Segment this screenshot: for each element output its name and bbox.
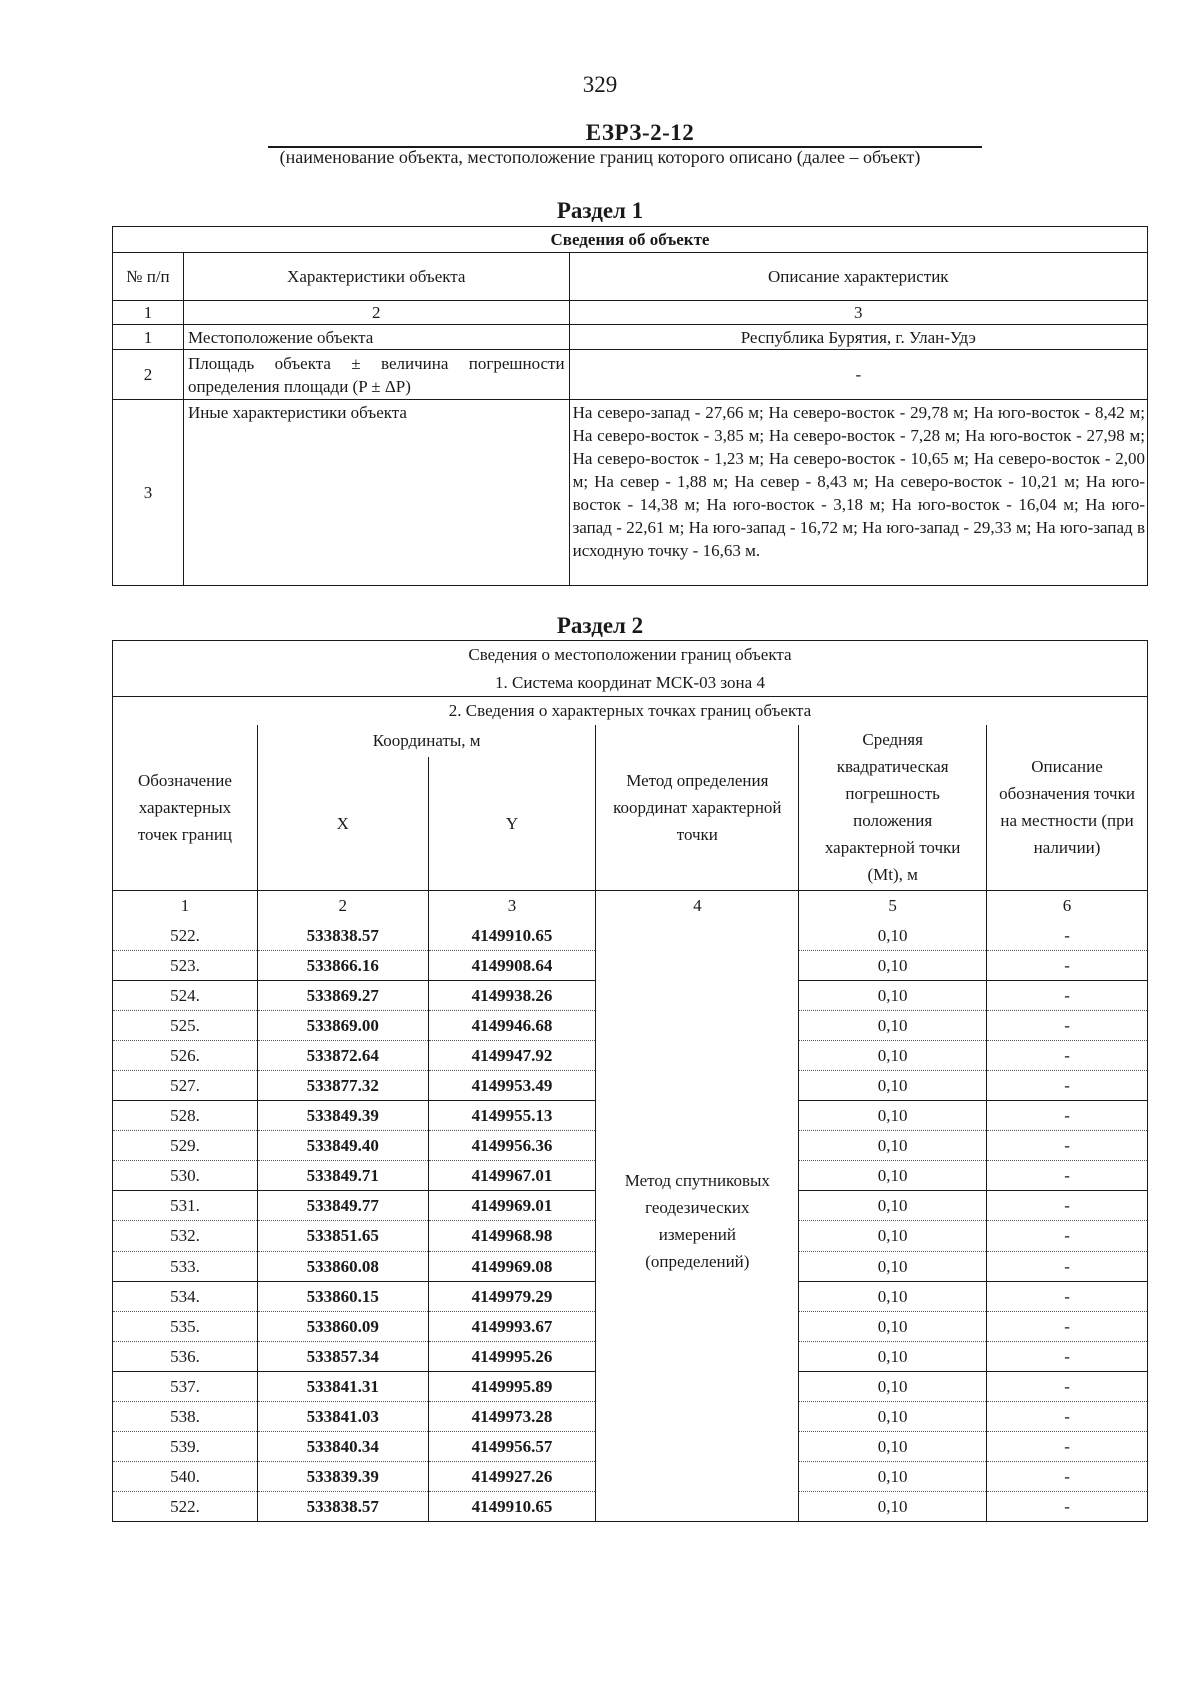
row-name: Местоположение объекта [183, 325, 569, 350]
point-y: 4149969.08 [428, 1251, 596, 1281]
point-description: - [987, 1191, 1148, 1221]
point-description: - [987, 1492, 1148, 1522]
point-id: 537. [113, 1371, 258, 1401]
row-name: Иные характеристики объекта [183, 400, 569, 586]
point-x: 533849.39 [257, 1101, 428, 1131]
point-accuracy: 0,10 [799, 1371, 987, 1401]
point-description: - [987, 1161, 1148, 1191]
point-description: - [987, 1131, 1148, 1161]
point-y: 4149910.65 [428, 1492, 596, 1522]
point-id: 532. [113, 1221, 258, 1251]
point-x: 533877.32 [257, 1070, 428, 1100]
point-x: 533860.15 [257, 1281, 428, 1311]
point-accuracy: 0,10 [799, 1161, 987, 1191]
point-id: 526. [113, 1040, 258, 1070]
point-y: 4149973.28 [428, 1402, 596, 1432]
header-point: Обозначение характерных точек границ [113, 725, 258, 891]
boundary-points-table [112, 640, 1148, 1522]
point-accuracy: 0,10 [799, 1281, 987, 1311]
point-accuracy: 0,10 [799, 1070, 987, 1100]
point-x: 533849.77 [257, 1191, 428, 1221]
point-y: 4149967.01 [428, 1161, 596, 1191]
point-x: 533851.65 [257, 1221, 428, 1251]
point-x: 533869.27 [257, 980, 428, 1010]
method-value: Метод спутниковых геодезических измерений (определений) [596, 921, 799, 1522]
point-accuracy: 0,10 [799, 1311, 987, 1341]
point-id: 535. [113, 1311, 258, 1341]
col-number: 3 [569, 301, 1147, 325]
point-x: 533860.09 [257, 1311, 428, 1341]
point-y: 4149953.49 [428, 1070, 596, 1100]
point-x: 533872.64 [257, 1040, 428, 1070]
header-coords: Координаты, м [257, 725, 596, 757]
point-description: - [987, 1402, 1148, 1432]
point-accuracy: 0,10 [799, 1191, 987, 1221]
section1-title: Раздел 1 [556, 198, 644, 223]
point-accuracy: 0,10 [799, 1040, 987, 1070]
point-id: 528. [113, 1101, 258, 1131]
point-y: 4149956.36 [428, 1131, 596, 1161]
header-method: Метод определения координат характерной точки [596, 725, 799, 891]
point-x: 533849.71 [257, 1161, 428, 1191]
header-num: № п/п [113, 253, 184, 301]
point-y: 4149969.01 [428, 1191, 596, 1221]
point-accuracy: 0,10 [799, 1402, 987, 1432]
point-id: 522. [113, 921, 258, 951]
coord-system: 1. Система координат МСК-03 зона 4 [495, 672, 765, 692]
point-id: 531. [113, 1191, 258, 1221]
point-x: 533841.31 [257, 1371, 428, 1401]
point-accuracy: 0,10 [799, 1462, 987, 1492]
point-y: 4149995.26 [428, 1341, 596, 1371]
point-y: 4149979.29 [428, 1281, 596, 1311]
point-y: 4149993.67 [428, 1311, 596, 1341]
point-x: 533860.08 [257, 1251, 428, 1281]
point-x: 533841.03 [257, 1402, 428, 1432]
point-y: 4149956.57 [428, 1432, 596, 1462]
point-y: 4149910.65 [428, 921, 596, 951]
point-x: 533838.57 [257, 921, 428, 951]
object-info-table [112, 226, 1148, 586]
point-description: - [987, 1371, 1148, 1401]
point-x: 533857.34 [257, 1341, 428, 1371]
row-name: Площадь объекта ± величина погрешности определения площади (P ± ΔP) [183, 350, 569, 400]
points-subtitle: 2. Сведения о характерных точках границ объекта [113, 697, 1148, 725]
col-number: 6 [987, 891, 1148, 921]
object-name-underline [268, 120, 982, 148]
point-description: - [987, 950, 1148, 980]
point-id: 527. [113, 1070, 258, 1100]
point-description: - [987, 1251, 1148, 1281]
point-description: - [987, 980, 1148, 1010]
header-characteristics: Характеристики объекта [183, 253, 569, 301]
object-info-table-title: Сведения об объекте [113, 227, 1148, 253]
point-accuracy: 0,10 [799, 1131, 987, 1161]
point-id: 524. [113, 980, 258, 1010]
point-id: 525. [113, 1010, 258, 1040]
point-id: 530. [113, 1161, 258, 1191]
point-description: - [987, 1010, 1148, 1040]
point-id: 536. [113, 1341, 258, 1371]
point-accuracy: 0,10 [799, 1492, 987, 1522]
point-description: - [987, 1341, 1148, 1371]
point-accuracy: 0,10 [799, 1010, 987, 1040]
point-id: 529. [113, 1131, 258, 1161]
point-y: 4149947.92 [428, 1040, 596, 1070]
point-id: 523. [113, 950, 258, 980]
point-description: - [987, 1040, 1148, 1070]
point-x: 533838.57 [257, 1492, 428, 1522]
point-x: 533840.34 [257, 1432, 428, 1462]
point-x: 533839.39 [257, 1462, 428, 1492]
header-description: Описание обозначения точки на местности (при наличии) [999, 757, 1135, 858]
point-y: 4149946.68 [428, 1010, 596, 1040]
row-num: 2 [113, 350, 184, 400]
point-description: - [987, 1281, 1148, 1311]
point-accuracy: 0,10 [799, 921, 987, 951]
point-accuracy: 0,10 [799, 1221, 987, 1251]
point-y: 4149908.64 [428, 950, 596, 980]
header-description: Описание характеристик [569, 253, 1147, 301]
col-number: 2 [257, 891, 428, 921]
col-number: 5 [799, 891, 987, 921]
point-accuracy: 0,10 [799, 1432, 987, 1462]
point-y: 4149927.26 [428, 1462, 596, 1492]
point-y: 4149955.13 [428, 1101, 596, 1131]
row-value: На северо-запад - 27,66 м; На северо-восток - 29,78 м; На юго-восток - 8,42 м; На северо-восток - 3,85 м; На северо-восток - 7,28 м; На юго-восток - 27,98 м; На северо-восток - 1,23 м; На северо-восток - 10,65 м; На северо-восток - 2,00 м; На север - 1,88 м; На север - 8,43 м; На северо-восток - 10,21 м; На юго-восток - 14,38 м; На юго-восток - 3,18 м; На юго-восток - 16,04 м; На юго-запад - 22,61 м; На юго-запад - 16,72 м; На юго-запад - 29,33 м; На юго-запад в исходную точку - 16,63 м. [569, 400, 1147, 586]
point-x: 533866.16 [257, 950, 428, 980]
col-number: 1 [113, 301, 184, 325]
section2-title: Раздел 2 [556, 613, 644, 638]
point-description: - [987, 1101, 1148, 1131]
point-x: 533849.40 [257, 1131, 428, 1161]
point-id: 538. [113, 1402, 258, 1432]
col-number: 1 [113, 891, 258, 921]
point-description: - [987, 1070, 1148, 1100]
boundary-table-title: Сведения о местоположении границ объекта [468, 645, 792, 665]
point-y: 4149968.98 [428, 1221, 596, 1251]
table-row [113, 921, 1148, 951]
row-num: 3 [113, 400, 184, 586]
row-num: 1 [113, 325, 184, 350]
point-id: 533. [113, 1251, 258, 1281]
point-description: - [987, 1462, 1148, 1492]
object-name: ЕЗРЗ-2-12 [585, 120, 695, 145]
object-caption: (наименование объекта, местоположение границ которого описано (далее – объект) [279, 147, 921, 167]
point-description: - [987, 1311, 1148, 1341]
point-accuracy: 0,10 [799, 1341, 987, 1371]
col-number: 3 [428, 891, 596, 921]
header-x: X [257, 757, 428, 891]
point-description: - [987, 921, 1148, 951]
row-value: - [569, 350, 1147, 400]
point-accuracy: 0,10 [799, 1251, 987, 1281]
point-description: - [987, 1221, 1148, 1251]
point-id: 534. [113, 1281, 258, 1311]
col-number: 2 [183, 301, 569, 325]
point-x: 533869.00 [257, 1010, 428, 1040]
row-value: Республика Бурятия, г. Улан-Удэ [569, 325, 1147, 350]
page-number: 329 [582, 72, 618, 97]
point-description: - [987, 1432, 1148, 1462]
point-y: 4149995.89 [428, 1371, 596, 1401]
point-id: 522. [113, 1492, 258, 1522]
header-accuracy: Средняя квадратическая погрешность положения характерной точки (Mt), м [799, 725, 987, 891]
point-id: 540. [113, 1462, 258, 1492]
point-accuracy: 0,10 [799, 980, 987, 1010]
point-accuracy: 0,10 [799, 1101, 987, 1131]
point-y: 4149938.26 [428, 980, 596, 1010]
col-number: 4 [596, 891, 799, 921]
point-id: 539. [113, 1432, 258, 1462]
point-accuracy: 0,10 [799, 950, 987, 980]
header-y: Y [428, 757, 596, 891]
